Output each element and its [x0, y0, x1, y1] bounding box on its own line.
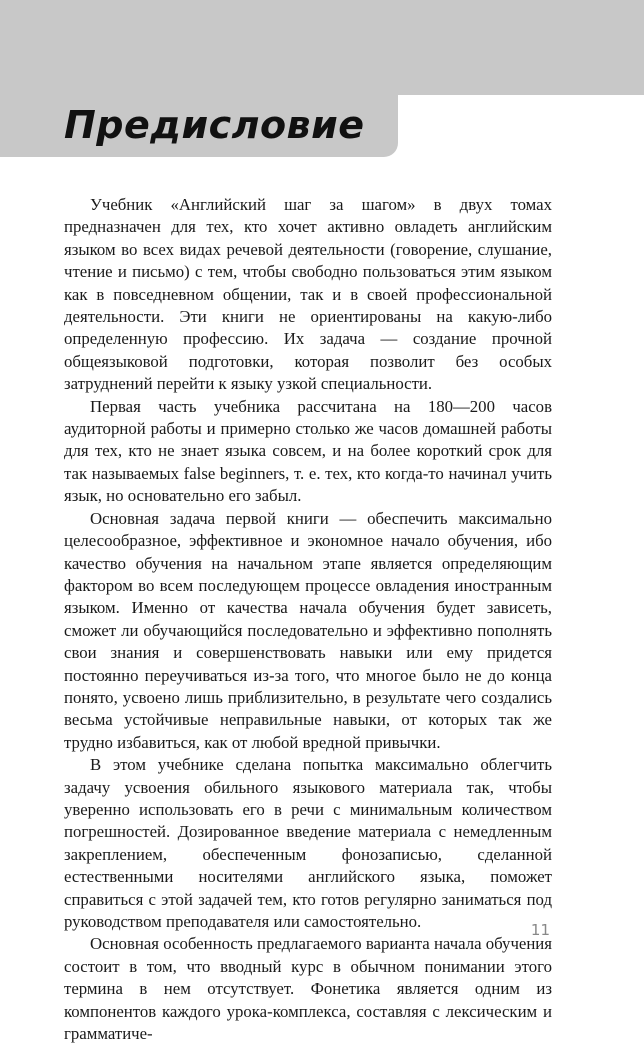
body-text: [64, 194, 552, 1045]
paragraph: Основная задача первой книги — обеспечить максимально целесообразное, эффективное и экономное начало обучения, ибо качество обучения на начальном этапе является определяющим фактором во всем последующем процессе овладения иностранным языком. Именно от качества начала обучения будет зависеть, сможет ли обучающийся последовательно и эффективно пополнять свои знания и совершенствовать навыки или ему придется постоянно переучиваться из-за того, что многое было не до конца понято, усвоено лишь приблизительно, в результате чего создались весьма устойчивые неправильные навыки, от которых так же трудно избавиться, как от любой вредной привычки.: [64, 508, 552, 752]
page-number: 11: [530, 921, 550, 939]
paragraph: Первая часть учебника рассчитана на 180—200 часов аудиторной работы и примерно столько же часов домашней работы для тех, кто не знает языка совсем, и на более короткий срок для так называемых false beginners, т. е. тех, кто когда-то начинал учить язык, но основательно его забыл.: [64, 396, 552, 506]
chapter-title: Предисловие: [64, 103, 365, 147]
paragraph: Основная особенность предлагаемого варианта начала обучения состоит в том, что вводный курс в обычном понимании этого термина в нем отсутствует. Фонетика является одним из компонентов каждого урока-комплекса, составляя с лексическим и грамматиче-: [64, 934, 553, 1044]
paragraph: Учебник «Английский шаг за шагом» в двух томах предназначен для тех, кто хочет активно овладеть английским языком во всех видах речевой деятельности (говорение, слушание, чтение и письмо) с тем, чтобы свободно пользоваться этим языком как в повседневном общении, так и в своей профессиональной деятельности. Эти книги не ориентированы на какую-либо определенную профессию. Их задача — создание прочной общеязыковой подготовки, которая позволит без особых затруднений перейти к языку узкой специальности.: [64, 195, 552, 394]
header-band: [0, 0, 644, 95]
paragraph: В этом учебнике сделана попытка максимально облегчить задачу усвоения обильного языкового материала так, чтобы уверенно использовать его в речи с минимальным количеством погрешностей. Дозированное введение материала с немедленным закреплением, обеспеченным фонозаписью, сделанной естественными носителями английского языка, поможет справиться с этой задачей тем, кто готов регулярно заниматься под руководством преподавателя или самостоятельно.: [64, 755, 552, 931]
